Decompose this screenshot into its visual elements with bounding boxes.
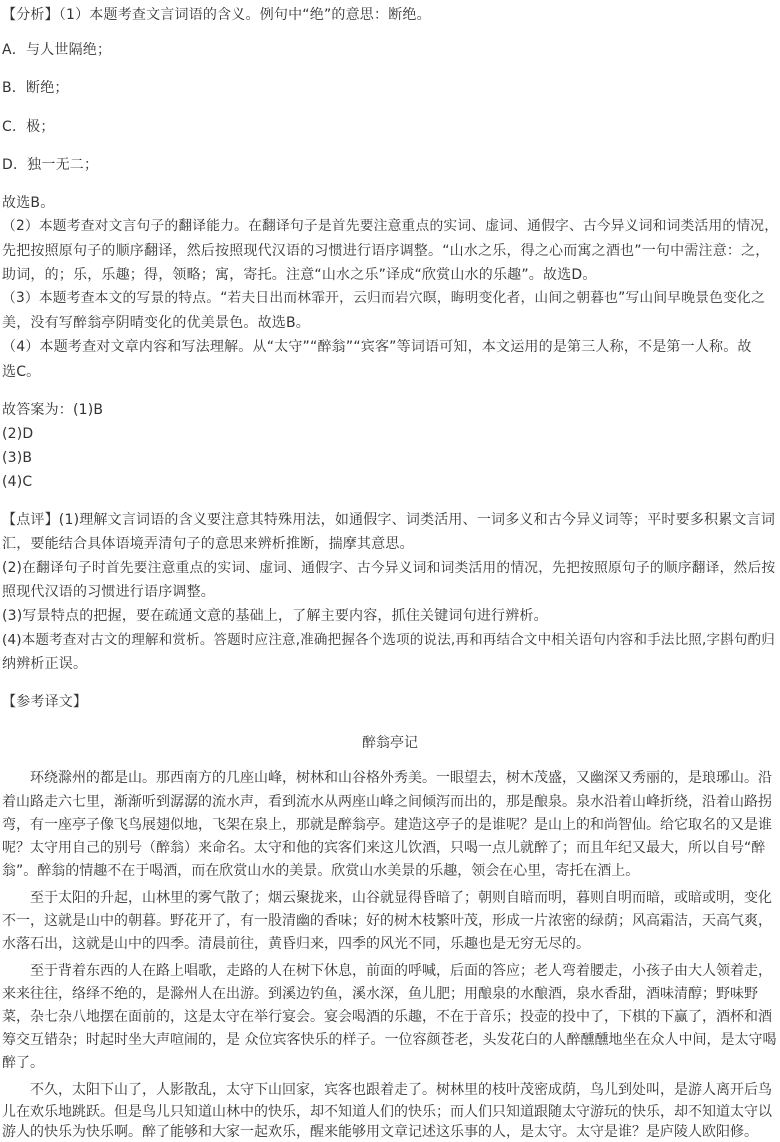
p1-line-3: 弯，有一座亭子像飞鸟展翅似地，飞架在泉上，那就是醉翁亭。建造这亭子的是谁呢？是山上的和尚智仙。给它取名的又是谁	[2, 817, 772, 833]
comment-line-4: 照现代汉语的习惯进行语序调整。	[2, 584, 215, 600]
option-c: C．极；	[2, 119, 55, 135]
answer-3: (3)B	[2, 450, 33, 466]
p4-line-2: 儿在欢乐地跳跃。但是鸟儿只知道山林中的快乐，却不知道人们的快乐；而人们只知道跟随太守游玩的快乐，却不知道太守以	[2, 1104, 772, 1120]
translation-title: 醉翁亭记	[362, 735, 418, 751]
p3-line-2: 来来往往，络绎不绝的，是滁州人在出游。到溪边钓鱼，溪水深，鱼儿肥；用酿泉的水酿酒，泉水香甜，酒味清醇；野味野	[2, 986, 758, 1002]
answer-4: (4)C	[2, 474, 33, 490]
option-a: A．与人世隔绝；	[2, 42, 112, 58]
q4-line-2: 选C。	[2, 364, 41, 380]
p1-line-4: 呢？太守用自己的别号（醉翁）来命名。太守和他的宾客们来这儿饮酒，只喝一点儿就醉了；而且年纪又最大，所以自号“醉	[2, 840, 766, 856]
p3-line-5: 醉了。	[2, 1055, 44, 1071]
q2-line-3: 助词，的；乐，乐趣；得，领略；寓，寄托。注意“山水之乐”译成“欣赏山水的乐趣”。故选D。	[2, 267, 597, 283]
q2-line-1: （2）本题考查对文言句子的翻译能力。在翻译句子是首先要注意重点的实词、虚词、通假字、古今异义词和词类活用的情况，	[2, 218, 779, 234]
comment-line-7: 纳辨析正误。	[2, 656, 88, 672]
p1-line-2: 着山路走六七里，渐渐听到潺潺的流水声，看到流水从两座山峰之间倾泻而出的，那是酿泉。泉水沿着山峰折绕，沿着山路拐	[2, 794, 772, 810]
p4-line-3: 游人的快乐为快乐啊。醉了能够和大家一起欢乐，醒来能够用文章记述这乐事的人，是太守。太守是谁？是庐陵人欧阳修。	[2, 1124, 758, 1140]
translation-header: 【参考译文】	[2, 694, 88, 710]
answer-1: 故答案为：(1)B	[2, 402, 104, 418]
q2-line-2: 先把按照原句子的顺序翻译，然后按照现代汉语的习惯进行语序调整。“山水之乐，得之心而寓之酒也”一句中需注意：之，	[2, 243, 770, 259]
option-d: D．独一无二；	[2, 157, 99, 173]
comment-line-2: 汇，要能结合具体语境弄清句子的意思来辨析推断，揣摩其意思。	[2, 536, 414, 552]
p3-line-4: 筹交互错杂；时起时坐大声喧闹的，是 众位宾客快乐的样子。一位容颜苍老，头发花白的人醉醺醺地坐在众人中间，是太守喝	[2, 1032, 777, 1048]
comment-line-1: 【点评】(1)理解文言词语的含义要注意其特殊用法，如通假字、词类活用、一词多义和古今异义词等；平时要多积累文言词	[2, 512, 776, 528]
answer-2: (2)D	[2, 426, 34, 442]
p4-line-1: 不久，太阳下山了，人影散乱，太守下山回家，宾客也跟着走了。树林里的枝叶茂密成荫，鸟儿到处叫，是游人离开后鸟	[2, 1082, 772, 1098]
p2-line-2: 不一，这就是山中的朝暮。野花开了，有一股清幽的香味；好的树木枝繁叶茂，形成一片浓密的绿荫；风高霜洁，天高气爽，	[2, 913, 772, 929]
p1-line-1: 环绕滁州的都是山。那西南方的几座山峰，树林和山谷格外秀美。一眼望去，树木茂盛，又幽深又秀丽的，是琅琊山。沿	[2, 770, 772, 786]
q4-line-1: （4）本题考查对文章内容和写法理解。从“太守”“醉翁”“宾客”等词语可知，本文运用的是第三人称，不是第一人称。故	[2, 339, 752, 355]
option-b: B．断绝；	[2, 80, 69, 96]
comment-line-3: (2)在翻译句子时首先要注意重点的实词、虚词、通假字、古今异义词和词类活用的情况，先把按照原句子的顺序翻译，然后按	[2, 560, 776, 576]
q3-line-2: 美，没有写醉翁亭阴晴变化的优美景色。故选B。	[2, 315, 311, 331]
p1-line-5: 翁”。醉翁的情趣不在于喝酒，而在欣赏山水的美景。欣赏山水美景的乐趣，领会在心里，寄托在酒上。	[2, 863, 640, 879]
p3-line-1: 至于背着东西的人在路上唱歌，走路的人在树下休息，前面的呼喊，后面的答应；老人弯着腰走，小孩子由大人领着走，	[2, 963, 772, 979]
p3-line-3: 菜，杂七杂八地摆在面前的，这是太守在举行宴会。宴会喝酒的乐趣，不在于音乐；投壶的投中了，下棋的下赢了，酒杯和酒	[2, 1009, 772, 1025]
p2-line-3: 水落石出，这就是山中的四季。清晨前往，黄昏归来，四季的风光不同，乐趣也是无穷无尽的。	[2, 936, 590, 952]
comment-line-5: (3)写景特点的把握，要在疏通文意的基础上，了解主要内容，抓住关键词句进行辨析。	[2, 608, 548, 624]
conclusion-q1: 故选B。	[2, 195, 55, 211]
q3-line-1: （3）本题考查本文的写景的特点。“若夫日出而林霏开，云归而岩穴暝，晦明变化者，山间之朝暮也”写山间早晚景色变化之	[2, 290, 765, 306]
p2-line-1: 至于太阳的升起，山林里的雾气散了；烟云聚拢来，山谷就显得昏暗了；朝则自暗而明，暮则自明而暗，或暗或明，变化	[2, 890, 772, 906]
analysis-header: 【分析】（1）本题考查文言词语的含义。例句中“绝”的意思：断绝。	[2, 7, 431, 23]
comment-line-6: (4)本题考查对古文的理解和赏析。答题时应注意,准确把握各个选项的说法,再和再结合文中相关语句内容和手法比照,字斟句酌归	[2, 632, 775, 648]
